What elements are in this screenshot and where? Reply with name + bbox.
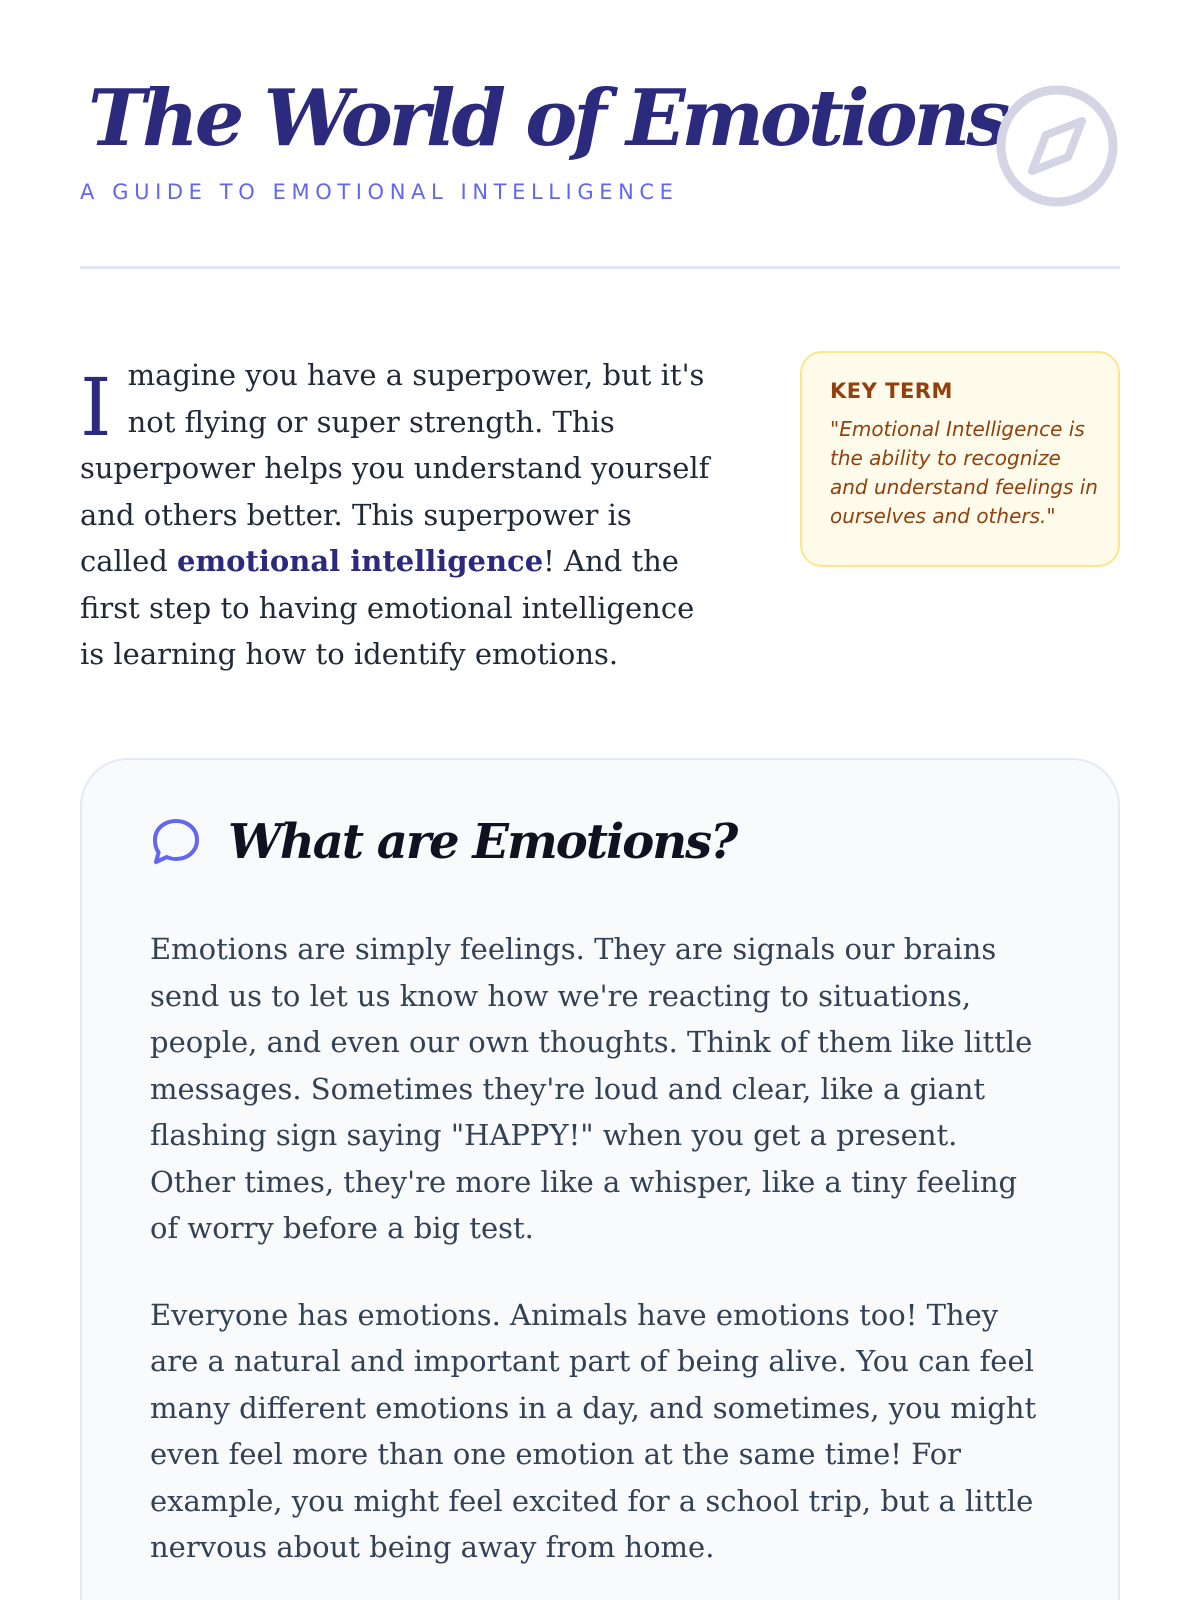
intro-text-end: ! And the first step to having emotional intelligence is learning how to identify emotions.: [80, 544, 695, 671]
section-heading: [150, 814, 736, 870]
section-body: [150, 926, 1050, 1600]
intro-text-start: magine you have a superpower, but it's not flying or super strength. This superpower helps you understand yourself and others better. This superpower is called: [80, 358, 710, 578]
intro-paragraph: [80, 352, 720, 678]
section-title: What are Emotions?: [228, 814, 737, 870]
key-term-label: KEY TERM: [830, 379, 953, 403]
key-term-definition: "Emotional Intelligence is the ability to recognize and understand feelings in ourselves and others.": [830, 417, 1098, 528]
section-paragraph: Everyone has emotions. Animals have emotions too! They are a natural and important part of being alive. You can feel many different emotions in a day, and sometimes, you might even feel more than one emotion at the same time! For example, you might feel excited for a school trip, but a little nervous about being away from home.: [150, 1297, 1037, 1564]
header-divider: [80, 266, 1120, 269]
page-subtitle: A GUIDE TO EMOTIONAL INTELLIGENCE: [80, 180, 679, 204]
page-header: [80, 0, 1120, 270]
key-term-box: [800, 351, 1120, 567]
what-are-emotions-card: [80, 758, 1120, 1600]
page-title: The World of Emotions: [88, 73, 1007, 164]
chat-bubble-icon: [150, 816, 202, 868]
section-paragraph: Emotions are simply feelings. They are signals our brains send us to let us know how we're reacting to situations, people, and even our own thoughts. Think of them like little messages. Sometimes they're loud and clear, like a giant flashing sign saying "HAPPY!" when you get a present. Other times, they're more like a whisper, like a tiny feeling of worry before a big test.: [150, 932, 1033, 1245]
intro-highlight: emotional intelligence: [177, 544, 544, 578]
drop-cap: I: [80, 361, 112, 454]
compass-icon: [994, 83, 1120, 209]
